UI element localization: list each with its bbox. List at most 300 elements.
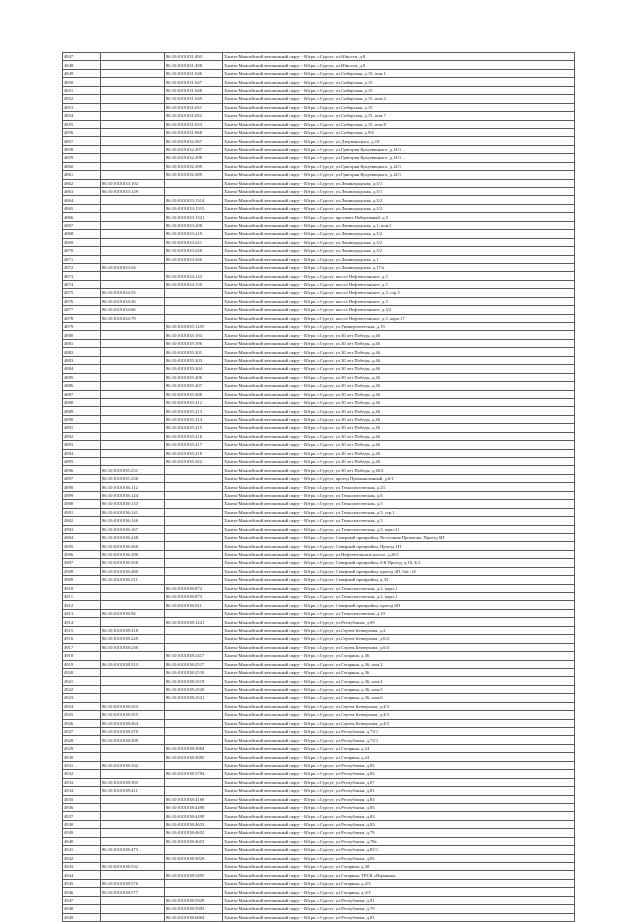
address-cell: Ханты-Мансийский автономный округ - Югра, г.Сургут, ул.30 лет Победы, д.46 — [223, 424, 575, 432]
table-row — [63, 247, 575, 255]
cadastral-number-cell: 86:10:0101038:532 — [101, 863, 165, 871]
cadastral-number-cell — [101, 280, 165, 288]
cadastral-number-cell: 86:10:0101033:102 — [101, 179, 165, 187]
row-number-cell: 4854 — [63, 112, 101, 120]
cadastral-number-cell: 86:10:0101038:309 — [101, 736, 165, 744]
table-row — [63, 103, 575, 111]
table-row — [63, 854, 575, 862]
address-cell: Ханты-Мансийский автономный округ - Югра, г.Сургут, ул.Республики, д.69 — [223, 618, 575, 626]
address-cell: Ханты-Мансийский автономный округ - Югра, г.Сургут, ул.Григория Кукуевицкого, д.14/1 — [223, 154, 575, 162]
row-number-cell: 4924 — [63, 702, 101, 710]
cadastral-number-cell — [101, 424, 165, 432]
cadastral-number-cell — [101, 795, 165, 803]
row-number-cell: 4916 — [63, 635, 101, 643]
table-row — [63, 373, 575, 381]
address-cell: Ханты-Мансийский автономный округ - Югра, г.Сургут, ул.30 лет Победы, д.46 — [223, 348, 575, 356]
address-cell: Ханты-Мансийский автономный округ - Югра, г.Сургут, Северный промрайон, Восточная Промзона, Проезд 6П — [223, 533, 575, 541]
cadastral-number-cell — [101, 685, 165, 693]
table-row — [63, 753, 575, 761]
row-number-cell: 4874 — [63, 280, 101, 288]
object-number-cell: 86:10:0101031:647 — [165, 78, 223, 86]
cadastral-number-cell — [101, 331, 165, 339]
cadastral-number-cell: 86:10:0101034:66 — [101, 306, 165, 314]
row-number-cell: 4911 — [63, 593, 101, 601]
table-row — [63, 171, 575, 179]
cadastral-number-cell — [101, 449, 165, 457]
object-number-cell — [165, 179, 223, 187]
cadastral-number-cell — [101, 820, 165, 828]
row-number-cell: 4909 — [63, 576, 101, 584]
object-number-cell: 86:10:0101035:213 — [165, 407, 223, 415]
cadastral-number-cell: 86:10:0101034:56 — [101, 297, 165, 305]
cadastral-number-cell — [101, 162, 165, 170]
object-number-cell: 86:10:0101031:498 — [165, 61, 223, 69]
object-number-cell: 86:10:0101034:150 — [165, 280, 223, 288]
table-row — [63, 196, 575, 204]
table-row — [63, 483, 575, 491]
object-number-cell — [165, 711, 223, 719]
cadastral-number-cell: 86:10:0101038:411 — [101, 787, 165, 795]
cadastral-number-cell — [101, 112, 165, 120]
table-row — [63, 702, 575, 710]
object-number-cell: 86:10:0101031:648 — [165, 86, 223, 94]
row-number-cell: 4864 — [63, 196, 101, 204]
address-cell: Ханты-Мансийский автономный округ - Югра, г.Сургут, ул.30 лет Победы, д.46 — [223, 441, 575, 449]
cadastral-number-cell — [101, 584, 165, 592]
address-cell: Ханты-Мансийский автономный округ - Югра, г.Сургут, ул.30 лет Победы, д.46 — [223, 339, 575, 347]
address-cell: Ханты-Мансийский автономный округ - Югра, г.Сургут, ул.30 лет Победы, д.46 — [223, 415, 575, 423]
address-cell: Ханты-Мансийский автономный округ - Югра, г.Сургут, ул.Сибирская, д.15, пом.8 — [223, 120, 575, 128]
address-cell: Ханты-Мансийский автономный округ - Югра, г.Сургут, ул.30 лет Победы, д.46 — [223, 398, 575, 406]
table-row — [63, 213, 575, 221]
address-cell: Ханты-Мансийский автономный округ - Югра, г.Сургут, ул.Республики, д.85 — [223, 761, 575, 769]
address-cell: Ханты-Мансийский автономный округ - Югра, г.Сургут, шоссе Нефтеюганское, д.5 — [223, 272, 575, 280]
cadastral-number-cell: 86:10:0101035:236 — [101, 474, 165, 482]
object-number-cell: 86:10:0101038:3085 — [165, 753, 223, 761]
row-number-cell: 4934 — [63, 787, 101, 795]
address-cell: Ханты-Мансийский автономный округ - Югра, г.Сургут, ул.30 лет Победы, д.46 — [223, 458, 575, 466]
object-number-cell: 86:10:0101038:2521 — [165, 694, 223, 702]
table-row — [63, 314, 575, 322]
address-cell: Ханты-Мансийский автономный округ - Югра, г.Сургут, ул.Сергея Безверхова, д.6/4 — [223, 635, 575, 643]
object-number-cell: 86:10:0101031:653 — [165, 120, 223, 128]
row-number-cell: 4848 — [63, 61, 101, 69]
object-number-cell: 86:10:0101033:1315 — [165, 204, 223, 212]
table-row — [63, 677, 575, 685]
object-number-cell: 86:10:0101035:216 — [165, 432, 223, 440]
row-number-cell: 4927 — [63, 728, 101, 736]
address-cell: Ханты-Мансийский автономный округ - Югра, г.Сургут, ул.Юности, д.8 — [223, 61, 575, 69]
object-number-cell: 86:10:0101035:1255 — [165, 323, 223, 331]
object-number-cell — [165, 188, 223, 196]
cadastral-number-cell — [101, 213, 165, 221]
address-cell: Ханты-Мансийский автономный округ - Югра, г.Сургут, ул.Сибирская, д.15, пом.7 — [223, 112, 575, 120]
cadastral-number-cell — [101, 854, 165, 862]
cadastral-number-cell: 86:10:0101036:248 — [101, 533, 165, 541]
cadastral-number-cell — [101, 398, 165, 406]
address-cell: Ханты-Мансийский автономный округ - Югра, г.Сургут, ул.Нефтеюганское шоссе, д.26/1 — [223, 550, 575, 558]
address-cell: Ханты-Мансийский автономный округ - Югра, г.Сургут, ул.Технологическая, д.2, корп.1 — [223, 584, 575, 592]
table-row — [63, 86, 575, 94]
table-row — [63, 812, 575, 820]
address-cell: Ханты-Мансийский автономный округ - Югра, г.Сургут, ул.Ленинградская, д.3/2 — [223, 196, 575, 204]
row-number-cell: 4857 — [63, 137, 101, 145]
object-number-cell: 86:10:0101038:3794 — [165, 770, 223, 778]
cadastral-number-cell — [101, 339, 165, 347]
address-cell: Ханты-Мансийский автономный округ - Югра, г.Сургут, ул.Сергея Безверхова, д.6/4 — [223, 643, 575, 651]
table-row — [63, 559, 575, 567]
table-row — [63, 289, 575, 297]
object-number-cell: 86:10:0101035:203 — [165, 356, 223, 364]
address-cell: Ханты-Мансийский автономный округ - Югра, г.Сургут, ул.Ленинградская, д.1, пом.1 — [223, 221, 575, 229]
object-number-cell — [165, 542, 223, 550]
row-number-cell: 4859 — [63, 154, 101, 162]
row-number-cell: 4866 — [63, 213, 101, 221]
row-number-cell: 4898 — [63, 483, 101, 491]
address-cell: Ханты-Мансийский автономный округ - Югра, г.Сургут, ул.Республики, д.79 — [223, 829, 575, 837]
table-row — [63, 263, 575, 271]
address-cell: Ханты-Мансийский автономный округ - Югра, г.Сургут, ул.Ленинградская, д.17/а — [223, 263, 575, 271]
table-row — [63, 618, 575, 626]
cadastral-number-cell: 86:10:0101038:264 — [101, 719, 165, 727]
object-number-cell — [165, 263, 223, 271]
cadastral-number-cell — [101, 390, 165, 398]
row-number-cell: 4943 — [63, 863, 101, 871]
table-row — [63, 238, 575, 246]
cadastral-number-cell: 86:10:0101036:112 — [101, 483, 165, 491]
table-row — [63, 719, 575, 727]
row-number-cell: 4902 — [63, 517, 101, 525]
row-number-cell: 4906 — [63, 550, 101, 558]
object-number-cell — [165, 879, 223, 887]
row-number-cell: 4922 — [63, 685, 101, 693]
cadastral-number-cell: 86:10:0101038:513 — [101, 660, 165, 668]
object-number-cell: 86:10:0101033:219 — [165, 230, 223, 238]
cadastral-number-cell: 86:10:0101038:577 — [101, 888, 165, 896]
object-number-cell: 86:10:0101035:222 — [165, 458, 223, 466]
row-number-cell: 4914 — [63, 618, 101, 626]
table-row — [63, 525, 575, 533]
address-cell: Ханты-Мансийский автономный округ - Югра, г.Сургут, Северный промрайон, д.33 — [223, 576, 575, 584]
row-number-cell: 4885 — [63, 373, 101, 381]
object-number-cell: 86:10:0101038:4169 — [165, 795, 223, 803]
object-number-cell: 86:10:0101038:4653 — [165, 837, 223, 845]
cadastral-number-cell — [101, 238, 165, 246]
address-cell: Ханты-Мансийский автономный округ - Югра, г.Сургут, ул.Республики, д.83 — [223, 803, 575, 811]
object-number-cell — [165, 466, 223, 474]
row-number-cell: 4871 — [63, 255, 101, 263]
cadastral-number-cell — [101, 415, 165, 423]
row-number-cell: 4887 — [63, 390, 101, 398]
table-row — [63, 95, 575, 103]
cadastral-number-cell — [101, 812, 165, 820]
address-cell: Ханты-Мансийский автономный округ - Югра, г.Сургут, ул.Республики, д.85/1 — [223, 846, 575, 854]
object-number-cell — [165, 314, 223, 322]
row-number-cell: 4853 — [63, 103, 101, 111]
object-number-cell: 86:10:0101035:206 — [165, 373, 223, 381]
object-number-cell — [165, 559, 223, 567]
table-row — [63, 272, 575, 280]
row-number-cell: 4856 — [63, 128, 101, 136]
row-number-cell: 4915 — [63, 626, 101, 634]
object-number-cell — [165, 728, 223, 736]
cadastral-number-cell — [101, 137, 165, 145]
table-row — [63, 415, 575, 423]
row-number-cell: 4900 — [63, 500, 101, 508]
address-cell: Ханты-Мансийский автономный округ - Югра, г.Сургут, ул.Ленинградская, д.3/2 — [223, 247, 575, 255]
address-cell: Ханты-Мансийский автономный округ - Югра, г.Сургут, ул.Технологическая, д.8 — [223, 491, 575, 499]
table-row — [63, 567, 575, 575]
row-number-cell: 4855 — [63, 120, 101, 128]
cadastral-number-cell: 86:10:0101038:218 — [101, 626, 165, 634]
row-number-cell: 4881 — [63, 339, 101, 347]
row-number-cell: 4908 — [63, 567, 101, 575]
row-number-cell: 4849 — [63, 69, 101, 77]
object-number-cell: 86:10:0101031:646 — [165, 69, 223, 77]
table-row — [63, 365, 575, 373]
table-row — [63, 517, 575, 525]
object-number-cell — [165, 635, 223, 643]
cadastral-number-cell: 86:10:0101038:230 — [101, 643, 165, 651]
row-number-cell: 4920 — [63, 668, 101, 676]
row-number-cell: 4919 — [63, 660, 101, 668]
cadastral-number-cell — [101, 120, 165, 128]
table-row — [63, 500, 575, 508]
cadastral-number-cell: 86:10:0101036:133 — [101, 500, 165, 508]
address-cell: Ханты-Мансийский автономный округ - Югра, г.Сургут, ул.Гагарина, д.36, пом.4 — [223, 677, 575, 685]
table-row — [63, 660, 575, 668]
row-number-cell: 4869 — [63, 238, 101, 246]
row-number-cell: 4858 — [63, 145, 101, 153]
cadastral-number-cell — [101, 441, 165, 449]
address-cell: Ханты-Мансийский автономный округ - Югра, г.Сургут, ул.Гагарина, д.36, пом.5 — [223, 685, 575, 693]
cadastral-number-cell: 86:10:0101036:141 — [101, 508, 165, 516]
object-number-cell — [165, 500, 223, 508]
object-number-cell: 86:10:0101035:208 — [165, 390, 223, 398]
address-cell: Ханты-Мансийский автономный округ - Югра, г.Сургут, ул.Республики, д.81 — [223, 787, 575, 795]
table-row — [63, 474, 575, 482]
object-number-cell: 86:10:0101038:4652 — [165, 829, 223, 837]
row-number-cell: 4861 — [63, 171, 101, 179]
cadastral-number-cell — [101, 356, 165, 364]
table-row — [63, 744, 575, 752]
object-number-cell — [165, 576, 223, 584]
cadastral-number-cell — [101, 61, 165, 69]
row-number-cell: 4937 — [63, 812, 101, 820]
address-cell: Ханты-Мансийский автономный округ - Югра, г.Сургут, ул.Республики, д.73/1 — [223, 728, 575, 736]
table-row — [63, 398, 575, 406]
table-row — [63, 331, 575, 339]
object-number-cell: 86:10:0101031:651 — [165, 103, 223, 111]
object-number-cell: 86:10:0101038:4633 — [165, 820, 223, 828]
table-row — [63, 550, 575, 558]
row-number-cell: 4889 — [63, 407, 101, 415]
address-cell: Ханты-Мансийский автономный округ - Югра, г.Сургут, ул.Сергея Безверхова, д.4/3 — [223, 719, 575, 727]
row-number-cell: 4897 — [63, 474, 101, 482]
address-cell: Ханты-Мансийский автономный округ - Югра, г.Сургут, ул.Гагарина, ТРСК «Вершина» — [223, 871, 575, 879]
row-number-cell: 4921 — [63, 677, 101, 685]
object-number-cell: 86:10:0101038:2417 — [165, 652, 223, 660]
table-row — [63, 390, 575, 398]
table-row — [63, 533, 575, 541]
object-number-cell: 86:10:0101035:212 — [165, 398, 223, 406]
row-number-cell: 4938 — [63, 820, 101, 828]
cadastral-number-cell: 86:10:0101036:260 — [101, 542, 165, 550]
cadastral-number-cell: 86:10:0101034:78 — [101, 314, 165, 322]
address-cell: Ханты-Мансийский автономный округ - Югра, г.Сургут, ул.Григория Кукуевицкого, д.14/1 — [223, 171, 575, 179]
cadastral-number-cell — [101, 171, 165, 179]
object-number-cell: 86:10:0101036:872 — [165, 584, 223, 592]
object-number-cell — [165, 508, 223, 516]
address-cell: Ханты-Мансийский автономный округ - Югра, г.Сургут, ул.Григория Кукуевицкого, д.14/1 — [223, 162, 575, 170]
cadastral-number-cell — [101, 770, 165, 778]
table-row — [63, 863, 575, 871]
table-row — [63, 770, 575, 778]
table-row — [63, 449, 575, 457]
table-row — [63, 120, 575, 128]
address-cell: Ханты-Мансийский автономный округ - Югра, г.Сургут, ул.Сергея Безверхова, д.4/3 — [223, 702, 575, 710]
object-number-cell: 86:10:0101036:873 — [165, 593, 223, 601]
object-number-cell: 86:10:0101035:194 — [165, 331, 223, 339]
row-number-cell: 4882 — [63, 348, 101, 356]
address-cell: Ханты-Мансийский автономный округ - Югра, г.Сургут, ул.30 лет Победы, д.46 — [223, 356, 575, 364]
cadastral-number-cell — [101, 913, 165, 921]
object-number-cell — [165, 474, 223, 482]
row-number-cell: 4913 — [63, 609, 101, 617]
cadastral-number-cell: 86:10:0101036:358 — [101, 559, 165, 567]
table-row — [63, 280, 575, 288]
row-number-cell: 4907 — [63, 559, 101, 567]
table-row — [63, 652, 575, 660]
row-number-cell: 4905 — [63, 542, 101, 550]
object-number-cell — [165, 787, 223, 795]
table-row — [63, 668, 575, 676]
table-row — [63, 339, 575, 347]
row-number-cell: 4949 — [63, 913, 101, 921]
object-number-cell: 86:10:0101038:5929 — [165, 896, 223, 904]
table-row — [63, 179, 575, 187]
address-cell: Ханты-Мансийский автономный округ - Югра, г.Сургут, ул.Григория Кукуевицкого, д.14/1 — [223, 145, 575, 153]
cadastral-number-cell: 86:10:0101038:332 — [101, 761, 165, 769]
row-number-cell: 4940 — [63, 837, 101, 845]
cadastral-number-cell — [101, 694, 165, 702]
row-number-cell: 4895 — [63, 458, 101, 466]
row-number-cell: 4939 — [63, 829, 101, 837]
row-number-cell: 4899 — [63, 491, 101, 499]
address-cell: Ханты-Мансийский автономный округ - Югра, г.Сургут, ул.30 лет Победы, д.46 — [223, 382, 575, 390]
address-cell: Ханты-Мансийский автономный округ - Югра, г.Сургут, ул.Университетская, д.19 — [223, 323, 575, 331]
address-cell: Ханты-Мансийский автономный округ - Югра, г.Сургут, ул.Республики, д.81 — [223, 913, 575, 921]
cadastral-number-cell — [101, 365, 165, 373]
row-number-cell: 4851 — [63, 86, 101, 94]
address-cell: Ханты-Мансийский автономный округ - Югра, г.Сургут, ул.Гагарина, д.24 — [223, 744, 575, 752]
row-number-cell: 4867 — [63, 221, 101, 229]
address-cell: Ханты-Мансийский автономный округ - Югра, г.Сургут, ул.30 лет Победы, д.46 — [223, 373, 575, 381]
table-row — [63, 53, 575, 61]
row-number-cell: 4847 — [63, 53, 101, 61]
address-cell: Ханты-Мансийский автономный округ - Югра, г.Сургут, ул.30 лет Победы, д.46 — [223, 390, 575, 398]
address-cell: Ханты-Мансийский автономный округ - Югра, г.Сургут, ул.Республики, д.83 — [223, 770, 575, 778]
table-row — [63, 458, 575, 466]
table-row — [63, 306, 575, 314]
cadastral-number-cell — [101, 95, 165, 103]
row-number-cell: 4862 — [63, 179, 101, 187]
address-cell: Ханты-Мансийский автономный округ - Югра, г.Сургут, Северный промрайон, проезд 4П, бат.-14 — [223, 567, 575, 575]
address-cell: Ханты-Мансийский автономный округ - Югра, г.Сургут, ул.Республики, д.83 — [223, 795, 575, 803]
row-number-cell: 4878 — [63, 314, 101, 322]
cadastral-number-cell — [101, 668, 165, 676]
table-row — [63, 221, 575, 229]
cadastral-number-cell — [101, 601, 165, 609]
row-number-cell: 4892 — [63, 432, 101, 440]
table-row — [63, 154, 575, 162]
address-cell: Ханты-Мансийский автономный округ - Югра, г.Сургут, ул.Ленинградская, д.3/2 — [223, 204, 575, 212]
object-number-cell: 86:10:0101038:2517 — [165, 660, 223, 668]
address-cell: Ханты-Мансийский автономный округ - Югра, г.Сургут, ул.Технологическая, д.5 — [223, 517, 575, 525]
object-number-cell: 86:10:0101033:208 — [165, 221, 223, 229]
row-number-cell: 4880 — [63, 331, 101, 339]
object-number-cell: 86:10:0101032:299 — [165, 162, 223, 170]
cadastral-number-cell: 86:10:0101038:229 — [101, 635, 165, 643]
cadastral-number-cell: 86:10:0101036:511 — [101, 576, 165, 584]
cadastral-number-cell: 86:10:0101033:129 — [101, 188, 165, 196]
address-cell: Ханты-Мансийский автономный округ - Югра, г.Сургут, ул.Технологическая, д.5, корп.31 — [223, 525, 575, 533]
cadastral-number-cell — [101, 753, 165, 761]
address-cell: Ханты-Мансийский автономный округ - Югра, г.Сургут, шоссе Нефтеюганское, д.3 — [223, 297, 575, 305]
table-row — [63, 803, 575, 811]
table-row — [63, 711, 575, 719]
cadastral-number-cell — [101, 382, 165, 390]
table-row — [63, 112, 575, 120]
address-cell: Ханты-Мансийский автономный округ - Югра, г.Сургут, ул.30 лет Победы, д.46 — [223, 407, 575, 415]
table-row — [63, 542, 575, 550]
address-cell: Ханты-Мансийский автономный округ - Югра, г.Сургут, Северный промрайон, Проезд 1П — [223, 542, 575, 550]
row-number-cell: 4884 — [63, 365, 101, 373]
row-number-cell: 4942 — [63, 854, 101, 862]
address-cell: Ханты-Мансийский автономный округ - Югра, г.Сургут, ул.Гагарина, д.4/3 — [223, 888, 575, 896]
object-number-cell — [165, 609, 223, 617]
cadastral-number-cell — [101, 458, 165, 466]
cadastral-number-cell — [101, 652, 165, 660]
cadastral-number-cell — [101, 348, 165, 356]
table-row — [63, 356, 575, 364]
object-number-cell — [165, 533, 223, 541]
object-number-cell — [165, 483, 223, 491]
object-number-cell — [165, 517, 223, 525]
table-row — [63, 508, 575, 516]
object-number-cell — [165, 297, 223, 305]
row-number-cell: 4877 — [63, 306, 101, 314]
object-number-cell: 86:10:0101035:201 — [165, 348, 223, 356]
table-row — [63, 837, 575, 845]
object-number-cell: 86:10:0101033:1314 — [165, 196, 223, 204]
object-number-cell: 86:10:0101032:298 — [165, 154, 223, 162]
address-cell: Ханты-Мансийский автономный округ - Югра, г.Сургут, ул.Сибирская, д.15 — [223, 78, 575, 86]
row-number-cell: 4903 — [63, 525, 101, 533]
table-row — [63, 145, 575, 153]
table-row — [63, 787, 575, 795]
object-number-cell: 86:10:0101038:6004 — [165, 913, 223, 921]
table-row — [63, 879, 575, 887]
address-cell: Ханты-Мансийский автономный округ - Югра, г.Сургут, ул.Технологическая, д.23 — [223, 483, 575, 491]
cadastral-number-cell — [101, 593, 165, 601]
object-number-cell: 86:10:0101038:5029 — [165, 854, 223, 862]
table-row — [63, 432, 575, 440]
cadastral-number-cell — [101, 837, 165, 845]
address-cell: Ханты-Мансийский автономный округ - Югра, г.Сургут, ул.Гагарина, д.36 — [223, 668, 575, 676]
table-row — [63, 846, 575, 854]
table-row — [63, 685, 575, 693]
